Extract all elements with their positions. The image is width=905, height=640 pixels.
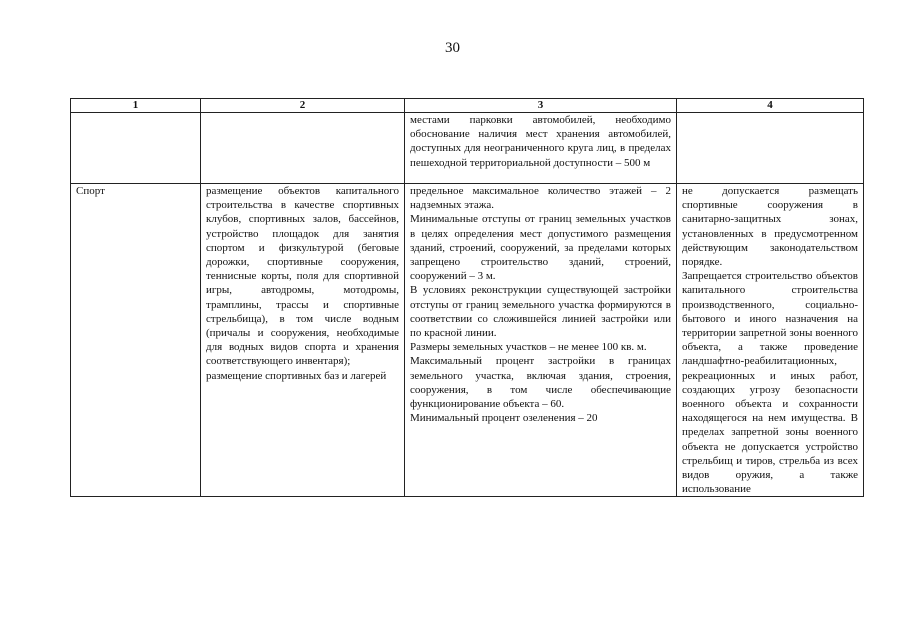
table-header-row (71, 99, 864, 113)
parameter-paragraph: В условиях реконструкции существующей застройки отступы от границ земельного участка формируются в соответствии со сложившейся линией застройки или по красной линии. (410, 284, 671, 340)
page-number: 30 (445, 40, 460, 56)
permitted-use-paragraph: размещение спортивных баз и лагерей (206, 369, 387, 382)
column-header-4: 4 (677, 99, 864, 113)
regulations-table (70, 98, 864, 497)
use-type-cell: Спорт (71, 184, 201, 497)
permitted-use-cell (201, 184, 405, 497)
column-header-3: 3 (405, 99, 677, 113)
column-header-2: 2 (201, 99, 405, 113)
parameter-paragraph: Минимальный процент озеленения – 20 (410, 412, 598, 425)
column-header-1: 1 (71, 99, 201, 113)
restriction-paragraph: не допускается размещать спортивные сооружения в санитарно-защитных зонах, установленных в предусмотренном действующим законодательством порядке. (682, 185, 858, 269)
continuation-cell-4 (677, 113, 864, 184)
continuation-cell-1 (71, 113, 201, 184)
continuation-cell-3: местами парковки автомобилей, необходимо обоснование наличия мест хранения автомобилей, доступных для неограниченного круга лиц, в пределах пешеходной территориальной доступности – 500 м (405, 113, 677, 184)
parameter-paragraph: Минимальные отступы от границ земельных участков в целях определения мест допустимого размещения зданий, строений, сооружений, за пределами которых запрещено строительство зданий, строений, сооружений – 3 м. (410, 213, 671, 283)
restrictions-cell (677, 184, 864, 497)
permitted-use-paragraph: размещение объектов капитального строительства в качестве спортивных клубов, спортивных залов, бассейнов, устройство площадок для занятия спортом и физкультурой (беговые дорожки, спортивные сооружения, теннисные корты, поля для спортивной игры, автодромы, мотодромы, трамплины, трассы и спортивные стрельбища), в том числе водным (причалы и сооружения, необходимые для водных видов спорта и хранения соответствующего инвентаря); (206, 185, 399, 368)
parameter-paragraph: предельное максимальное количество этажей – 2 надземных этажа. (410, 185, 671, 212)
parameter-paragraph: Максимальный процент застройки в границах земельного участка, включая здания, строения, сооружения, в том числе обеспечивающие функционирование объекта – 60. (410, 355, 671, 411)
parameters-cell (405, 184, 677, 497)
continuation-cell-2 (201, 113, 405, 184)
restriction-paragraph: Запрещается строительство объектов капитального строительства производственного, социально-бытового и иного назначения на территории запретной зоны военного объекта, а также проведение ландшафтно-реабилитационных, рекреационных и иных работ, создающих угрозу безопасности военного объекта и сохранности находящегося на нем имущества. В пределах запретной зоны военного объекта не допускается устройство стрельбищ и тиров, стрельба из всех видов оружия, а также использование (682, 270, 858, 496)
table-row-sport (71, 184, 864, 497)
table-row-continuation (71, 113, 864, 184)
parameter-paragraph: Размеры земельных участков – не менее 100 кв. м. (410, 341, 647, 354)
